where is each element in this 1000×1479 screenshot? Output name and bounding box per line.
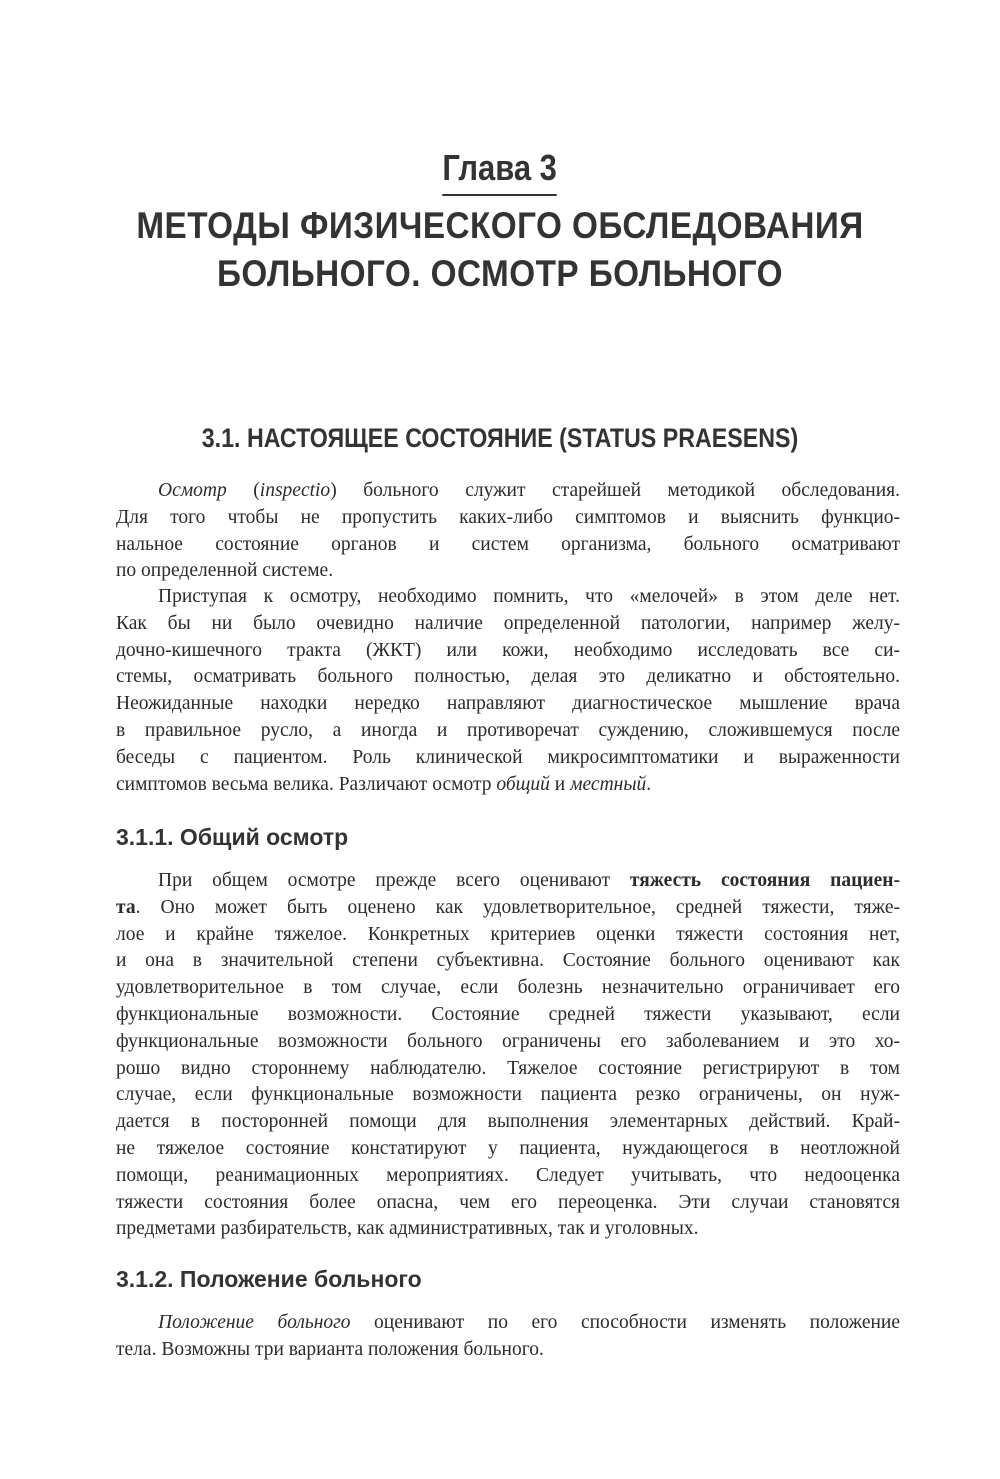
text-line: нальное состояние органов и систем организма, больного осматривают — [116, 533, 900, 555]
subheading-patient-position: 3.1.2. Положение больного — [116, 1266, 422, 1292]
text-line: помощи, реанимационных мероприятиях. Следует учитывать, что недооценка — [116, 1164, 900, 1186]
text-line: тела. Возможны три варианта положения больного. — [116, 1338, 544, 1360]
section-heading — [60, 420, 940, 456]
paragraph-general-inspection — [116, 868, 900, 1243]
section-heading-text: 3.1. НАСТОЯЩЕЕ СОСТОЯНИЕ (STATUS PRAESENS) — [201, 423, 799, 453]
text-line: предметами разбирательств, как административных, так и уголовных. — [116, 1218, 699, 1240]
paragraph-inspection-intro — [116, 478, 900, 585]
text-line: функциональные возможности больного ограничены его заболеванием и это хо- — [116, 1030, 900, 1052]
text-line: та. Оно может быть оценено как удовлетворительное, средней тяжести, тяже- — [116, 896, 900, 918]
text-line: дочно-кишечного тракта (ЖКТ) или кожи, необходимо исследовать все си- — [116, 639, 900, 661]
text-line: по определенной системе. — [116, 560, 334, 582]
text-line: Неожиданные находки нередко направляют диагностическое мышление врача — [116, 693, 900, 715]
subheading-general-inspection: 3.1.1. Общий осмотр — [116, 824, 349, 850]
text-line: симптомов весьма велика. Различают осмотр общий и местный. — [116, 773, 652, 795]
paragraph-patient-position — [116, 1310, 900, 1364]
text-line: беседы с пациентом. Роль клинической микросимптоматики и выраженности — [116, 746, 900, 768]
text-line: Приступая к осмотру, необходимо помнить, что «мелочей» в этом деле нет. — [158, 586, 900, 607]
text-line: стемы, осматривать больного полностью, делая это деликатно и обстоятельно. — [116, 666, 900, 688]
text-line: Как бы ни было очевидно наличие определенной патологии, например желу- — [116, 612, 900, 634]
text-line: дается в посторонней помощи для выполнения элементарных действий. Край- — [116, 1111, 900, 1133]
text-line: Осмотр (inspectio) больного служит старейшей методикой обследования. — [158, 480, 900, 501]
text-line: Для того чтобы не пропустить каких-либо симптомов и выяснить функцио- — [116, 506, 900, 528]
text-line: рошо видно стороннему наблюдателю. Тяжелое состояние регистрируют в том — [116, 1057, 900, 1079]
text-line: лое и крайне тяжелое. Конкретных критериев оценки тяжести состояния нет, — [116, 923, 900, 945]
text-line: Положение больного оценивают по его способности изменять положение — [158, 1312, 900, 1333]
chapter-label-text: Глава 3 — [443, 146, 558, 196]
text-line: не тяжелое состояние констатируют у пациента, нуждающегося в неотложной — [116, 1137, 900, 1159]
chapter-title — [60, 202, 940, 298]
text-line: При общем осмотре прежде всего оценивают тяжесть состояния пациен- — [158, 870, 900, 891]
text-line: случае, если функциональные возможности пациента резко ограничены, он нуж- — [116, 1084, 900, 1106]
text-line: тяжести состояния более опасна, чем его переоценка. Эти случаи становятся — [116, 1191, 900, 1213]
chapter-label — [0, 146, 1000, 196]
text-line: и она в значительной степени субъективна. Состояние больного оценивают как — [116, 950, 900, 972]
text-line: функциональные возможности. Состояние средней тяжести указывают, если — [116, 1003, 900, 1025]
chapter-title-line-1: МЕТОДЫ ФИЗИЧЕСКОГО ОБСЛЕДОВАНИЯ — [136, 205, 864, 246]
chapter-title-line-2: БОЛЬНОГО. ОСМОТР БОЛЬНОГО — [217, 253, 783, 294]
text-line: в правильное русло, а иногда и противоречат суждению, сложившемуся после — [116, 719, 900, 741]
text-line: удовлетворительное в том случае, если болезнь незначительно ограничивает его — [116, 977, 900, 999]
paragraph-inspection-approach — [116, 584, 900, 798]
